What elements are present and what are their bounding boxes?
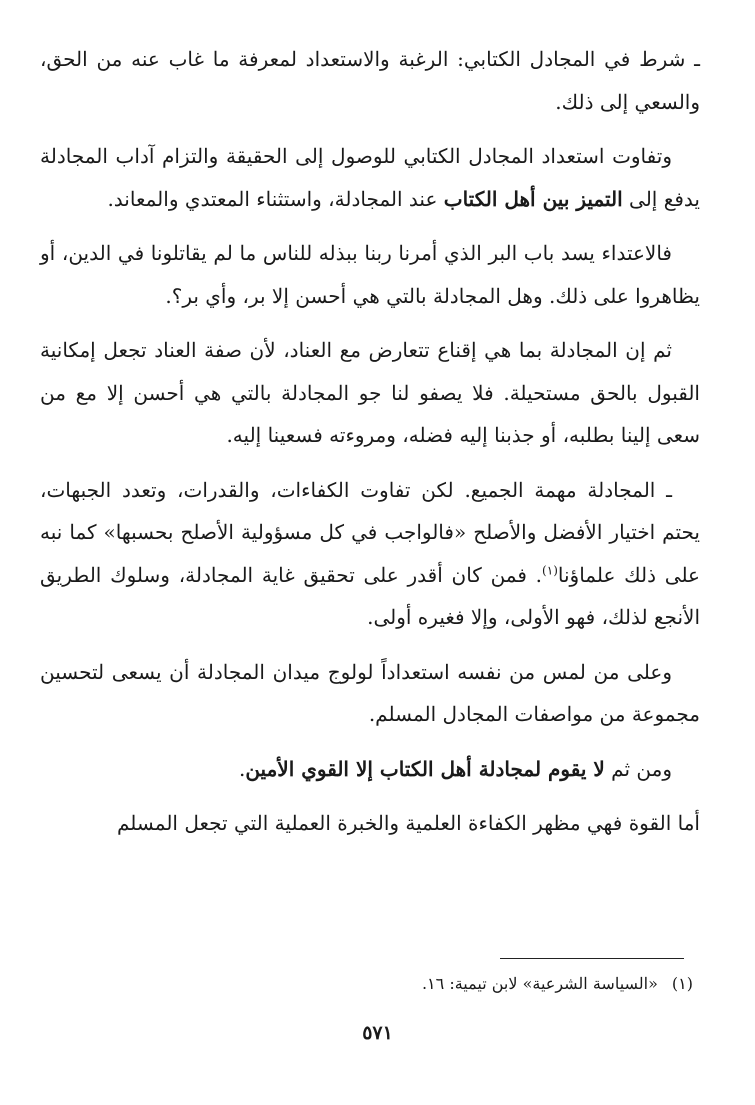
footnote-separator [500, 958, 684, 959]
paragraph-2-text-start: وتفاوت استعداد المجادل الكتابي للوصول إلى الحقيقة والتزام آداب المجادلة يدفع إلى [40, 144, 700, 211]
footnote-text: «السياسة الشرعية» لابن تيمية: ١٦. [421, 974, 658, 993]
paragraph-7 [40, 748, 700, 791]
paragraph-7-text-start: ومن ثم [604, 756, 672, 781]
paragraph-4-text: ثم إن المجادلة بما هي إقناع تتعارض مع العناد، لأن صفة العناد تجعل إمكانية القبول بالحق مستحيلة. فلا يصفو لنا جو المجادلة بالتي هي أحسن إلا مع من سعى إلينا بطلبه، أو جذبنا إليه فضله، ومروءته فسعينا إليه. [40, 338, 700, 447]
paragraph-5-text-end: . فمن كان أقدر على تحقيق غاية المجادلة، وسلوك الطريق الأنجع لذلك، فهو الأولى، وإلا فغيره أولى. [40, 562, 700, 629]
paragraph-8 [40, 802, 700, 845]
paragraph-2-text-end: عند المجادلة، واستثناء المعتدي والمعاند. [107, 186, 444, 211]
paragraph-3 [40, 232, 700, 317]
page-number: ٥٧١ [362, 1022, 393, 1044]
paragraph-2-bold-phrase: التميز بين أهل الكتاب [443, 186, 623, 211]
paragraph-7-bold-phrase: لا يقوم لمجادلة أهل الكتاب إلا القوي الأمين [245, 756, 605, 781]
paragraph-8-text: أما القوة فهي مظهر الكفاءة العلمية والخبرة العملية التي تجعل المسلم [117, 811, 700, 835]
paragraph-6-text: وعلى من لمس من نفسه استعداداً لولوج ميدان المجادلة أن يسعى لتحسين مجموعة من مواصفات المجادل المسلم. [40, 659, 700, 726]
paragraph-4 [40, 329, 700, 457]
paragraph-3-text: فالاعتداء يسد باب البر الذي أمرنا ربنا ببذله للناس ما لم يقاتلونا في الدين، أو يظاهروا على ذلك. وهل المجادلة بالتي هي أحسن إلا بر، وأي بر؟. [40, 241, 700, 308]
paragraph-5 [40, 469, 700, 639]
paragraph-6 [40, 651, 700, 736]
footnote-reference[interactable]: (١) [542, 562, 558, 577]
paragraph-1 [40, 38, 700, 123]
paragraph-1-text: ـ شرط في المجادل الكتابي: الرغبة والاستعداد لمعرفة ما غاب عنه من الحق، والسعي إلى ذلك. [40, 47, 700, 114]
paragraph-7-text-end: . [238, 756, 246, 781]
footnote-number: (١) [671, 974, 693, 993]
page-body [40, 38, 700, 857]
paragraph-5-text-start: ـ المجادلة مهمة الجميع. لكن تفاوت الكفاءات، والقدرات، وتعدد الجبهات، يحتم اختيار الأفضل والأصلح «فالواجب في كل مسؤولية الأصلح بحسبها» كما نبه على ذلك علماؤنا [40, 477, 700, 587]
footnote [422, 972, 693, 996]
paragraph-2 [40, 135, 700, 220]
